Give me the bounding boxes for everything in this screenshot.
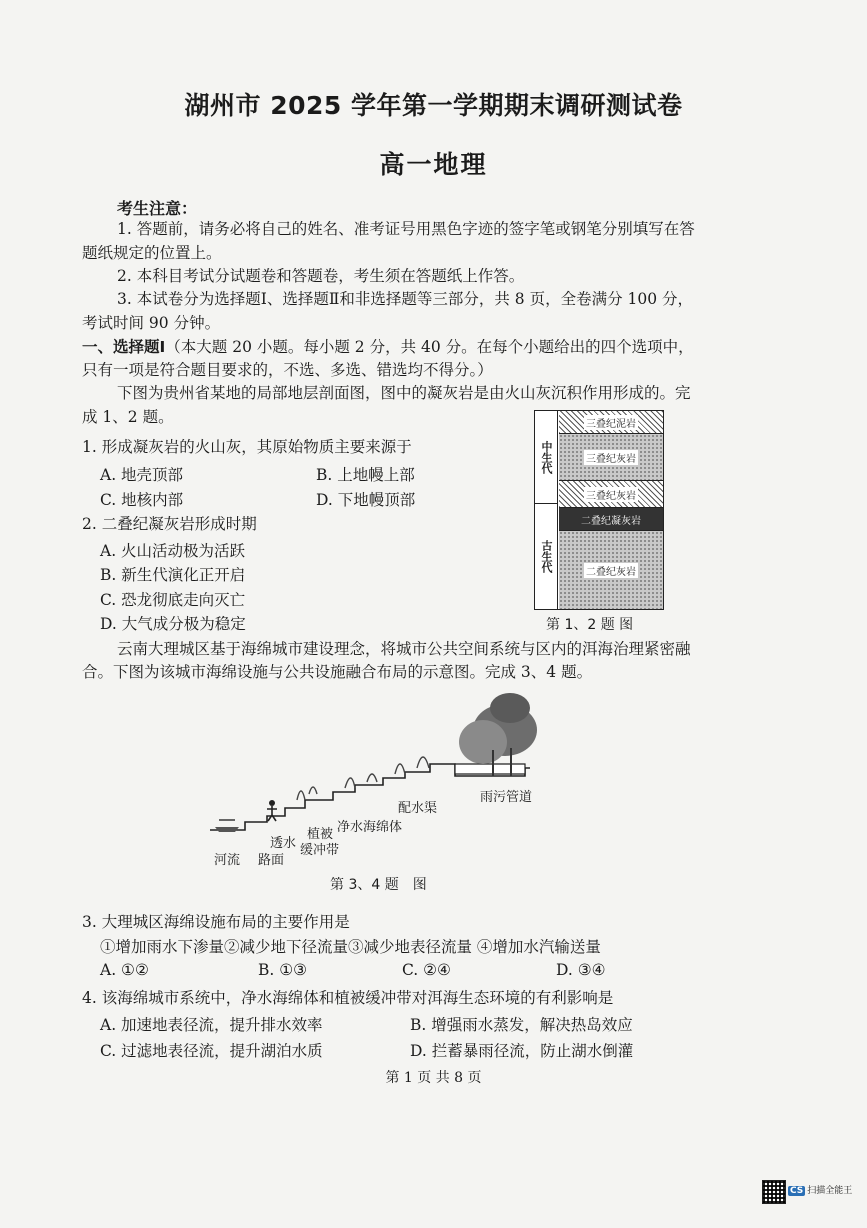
section1-desc: （本大题 20 小题。每小题 2 分，共 40 分。在每个小题给出的四个选项中，	[165, 338, 694, 356]
q4-option-b[interactable]: B. 增强雨水蒸发，解决热岛效应	[410, 1016, 633, 1034]
exam-subject: 高一地理	[379, 150, 488, 179]
strata-column	[534, 410, 664, 610]
layer-permian-tuff: 二叠纪凝灰岩	[559, 508, 663, 531]
intro-q1-2: 下图为贵州省某地的局部地层剖面图，图中的凝灰岩是由火山灰沉积作用形成的。完	[117, 384, 691, 402]
era-paleozoic: 古生代	[535, 504, 558, 609]
label-permeable-1: 透水	[270, 836, 297, 851]
label-vegetation-1: 植被	[307, 827, 334, 842]
q2-option-a[interactable]: A. 火山活动极为活跃	[100, 542, 246, 560]
intro-q3-4-cont: 合。下图为该城市海绵设施与公共设施融合布局的示意图。完成 3、4 题。	[82, 663, 593, 681]
q4-option-d[interactable]: D. 拦蓄暴雨径流，防止湖水倒灌	[410, 1042, 634, 1060]
q3-option-a[interactable]: A. ①②	[100, 961, 149, 979]
q1-stem: 1. 形成凝灰岩的火山灰，其原始物质主要来源于	[82, 438, 412, 456]
q3-statements: ①增加雨水下渗量②减少地下径流量③减少地表径流量 ④增加水汽输送量	[100, 938, 601, 956]
label-river: 河流	[214, 853, 241, 868]
q2-option-c[interactable]: C. 恐龙彻底走向灭亡	[100, 591, 246, 609]
figure-3-4-caption: 第 3、4 题 图	[330, 877, 427, 893]
tree-icon	[490, 693, 530, 723]
layer-triassic-mudstone: 三叠纪泥岩	[559, 411, 663, 434]
notice-item: 考试时间 90 分钟。	[82, 314, 221, 332]
section1-label: 一、选择题Ⅰ	[82, 338, 166, 356]
q2-stem: 2. 二叠纪凝灰岩形成时期	[82, 515, 257, 533]
page-number: 第 1 页 共 8 页	[385, 1070, 482, 1086]
q3-option-c[interactable]: C. ②④	[402, 961, 451, 979]
q1-option-c[interactable]: C. 地核内部	[100, 491, 184, 509]
layer-triassic-limestone-upper: 三叠纪灰岩	[559, 434, 663, 481]
era-mesozoic: 中生代	[535, 411, 558, 504]
notice-item: 1. 答题前，请务必将自己的姓名、准考证号用黑色字迹的签字笔或钢笔分别填写在答	[117, 220, 695, 238]
q4-option-c[interactable]: C. 过滤地表径流，提升湖泊水质	[100, 1042, 323, 1060]
intro-q1-2-cont: 成 1、2 题。	[82, 408, 174, 426]
label-permeable-2: 路面	[258, 853, 285, 868]
pipe-shape	[455, 764, 525, 774]
qr-code-icon	[762, 1180, 786, 1204]
notice-item: 2. 本科目考试分试题卷和答题卷，考生须在答题纸上作答。	[117, 267, 525, 285]
label-channel: 配水渠	[398, 801, 438, 816]
q4-option-a[interactable]: A. 加速地表径流，提升排水效率	[100, 1016, 323, 1034]
figure-1-2-caption: 第 1、2 题 图	[546, 617, 634, 633]
q1-option-a[interactable]: A. 地壳顶部	[100, 466, 184, 484]
section1-desc-2: 只有一项是符合题目要求的，不选、多选、错选均不得分。）	[82, 361, 493, 379]
intro-q3-4: 云南大理城区基于海绵城市建设理念，将城市公共空间系统与区内的洱海治理紧密融	[117, 640, 691, 658]
section1-header	[82, 335, 694, 359]
q1-option-d[interactable]: D. 下地幔顶部	[316, 491, 416, 509]
q4-stem: 4. 该海绵城市系统中，净水海绵体和植被缓冲带对洱海生态环境的有利影响是	[82, 989, 614, 1007]
q3-option-b[interactable]: B. ①③	[258, 961, 308, 979]
q1-option-b[interactable]: B. 上地幔上部	[316, 466, 415, 484]
layer-permian-limestone: 二叠纪灰岩	[559, 531, 663, 609]
q2-option-d[interactable]: D. 大气成分极为稳定	[100, 615, 246, 633]
scanner-brand: CS 扫描全能王	[790, 1186, 853, 1196]
notice-heading: 考生注意：	[117, 199, 198, 218]
shrub-icon	[297, 757, 429, 800]
notice-item: 题纸规定的位置上。	[82, 244, 222, 262]
q3-option-d[interactable]: D. ③④	[556, 961, 606, 979]
person-icon	[269, 800, 275, 806]
notice-item: 3. 本试卷分为选择题Ⅰ、选择题Ⅱ和非选择题等三部分，共 8 页，全卷满分 100 分，	[117, 290, 694, 308]
layer-triassic-limestone-lower: 三叠纪灰岩	[559, 481, 663, 508]
cs-logo-icon: CS	[790, 1186, 804, 1196]
exam-title: 湖州市 2025 学年第一学期期末调研测试卷	[184, 91, 683, 120]
tree-icon	[459, 720, 507, 764]
boat-icon	[215, 827, 239, 832]
label-pipe: 雨污管道	[480, 790, 533, 805]
q2-option-b[interactable]: B. 新生代演化正开启	[100, 566, 246, 584]
q3-stem: 3. 大理城区海绵设施布局的主要作用是	[82, 913, 350, 931]
label-sponge: 净水海绵体	[337, 820, 403, 835]
label-vegetation-2: 缓冲带	[300, 843, 340, 858]
